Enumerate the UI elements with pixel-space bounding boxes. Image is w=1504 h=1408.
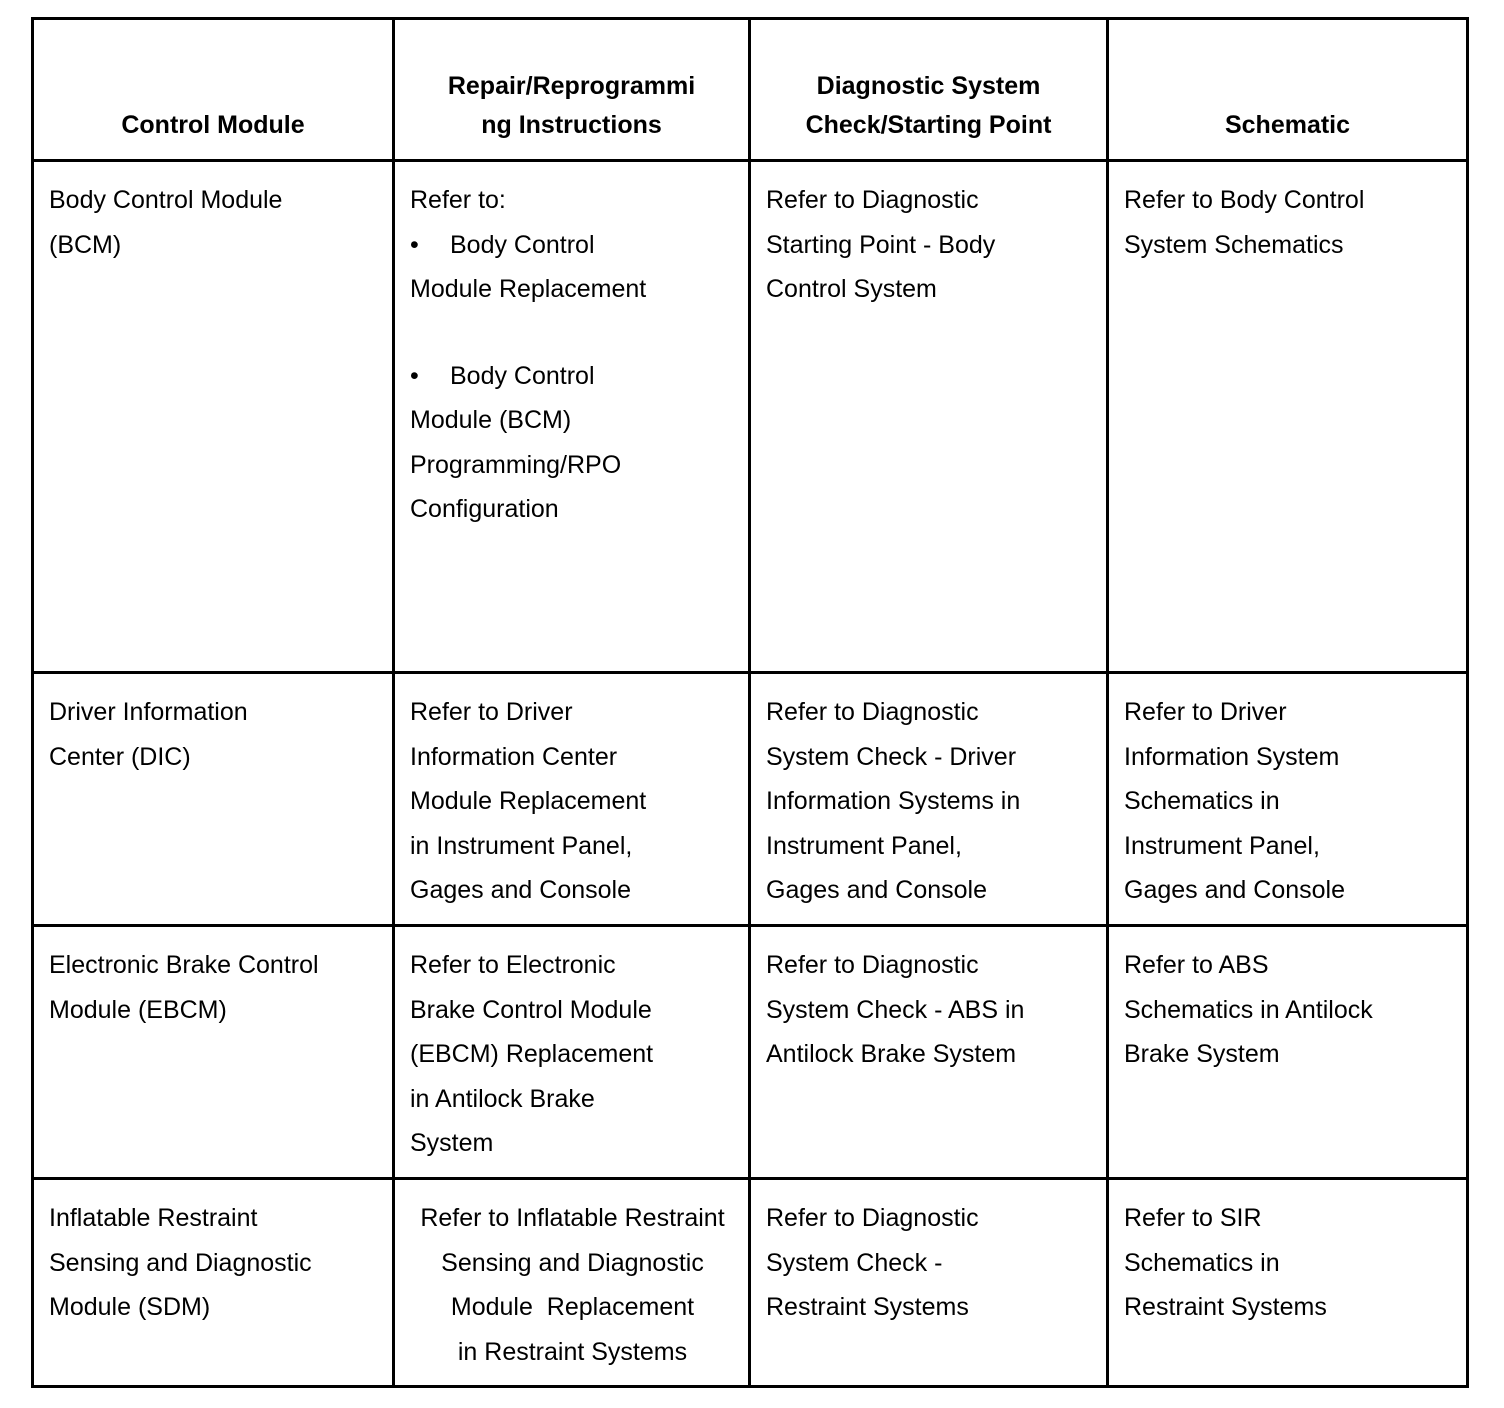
control-module-table bbox=[31, 17, 1469, 1388]
bullet-list-item: • Body Control bbox=[410, 354, 738, 399]
cell-schematic-sdm: Refer to SIR Schematics in Restraint Systems bbox=[1108, 1179, 1468, 1387]
cell-diagnostic-ebcm: Refer to Diagnostic System Check - ABS in Antilock Brake System bbox=[750, 926, 1108, 1179]
cell-module-sdm: Inflatable Restraint Sensing and Diagnostic Module (SDM) bbox=[33, 1179, 394, 1387]
header-repair-instructions: Repair/Reprogrammi ng Instructions bbox=[394, 19, 750, 161]
cell-repair-ebcm: Refer to Electronic Brake Control Module (EBCM) Replacement in Antilock Brake System bbox=[394, 926, 750, 1179]
cell-repair-dic: Refer to Driver Information Center Module Replacement in Instrument Panel, Gages and Console bbox=[394, 673, 750, 926]
cell-schematic-dic: Refer to Driver Information System Schematics in Instrument Panel, Gages and Console bbox=[1108, 673, 1468, 926]
cell-diagnostic-bcm: Refer to Diagnostic Starting Point - Body Control System bbox=[750, 161, 1108, 673]
table-row-sdm bbox=[33, 1179, 1468, 1387]
cell-repair-bcm: Refer to: • Body Control Module Replacement • Body Control Module (BCM) Programming/RPO Configuration bbox=[394, 161, 750, 673]
bullet-list-item: • Body Control bbox=[410, 223, 738, 268]
cell-module-ebcm: Electronic Brake Control Module (EBCM) bbox=[33, 926, 394, 1179]
cell-diagnostic-sdm: Refer to Diagnostic System Check - Restraint Systems bbox=[750, 1179, 1108, 1387]
header-schematic: Schematic bbox=[1108, 19, 1468, 161]
cell-schematic-bcm: Refer to Body Control System Schematics bbox=[1108, 161, 1468, 673]
table-row-dic bbox=[33, 673, 1468, 926]
cell-repair-sdm: Refer to Inflatable Restraint Sensing and Diagnostic Module Replacement in Restraint Systems bbox=[394, 1179, 750, 1387]
table-row-ebcm bbox=[33, 926, 1468, 1179]
cell-module-dic: Driver Information Center (DIC) bbox=[33, 673, 394, 926]
table-row-bcm bbox=[33, 161, 1468, 673]
header-diagnostic-check: Diagnostic System Check/Starting Point bbox=[750, 19, 1108, 161]
header-control-module: Control Module bbox=[33, 19, 394, 161]
table-header-row bbox=[33, 19, 1468, 161]
cell-diagnostic-dic: Refer to Diagnostic System Check - Driver Information Systems in Instrument Panel, Gages and Console bbox=[750, 673, 1108, 926]
bullet-icon: • bbox=[410, 230, 419, 259]
cell-module-bcm: Body Control Module (BCM) bbox=[33, 161, 394, 673]
cell-schematic-ebcm: Refer to ABS Schematics in Antilock Brake System bbox=[1108, 926, 1468, 1179]
bullet-icon: • bbox=[410, 361, 419, 390]
